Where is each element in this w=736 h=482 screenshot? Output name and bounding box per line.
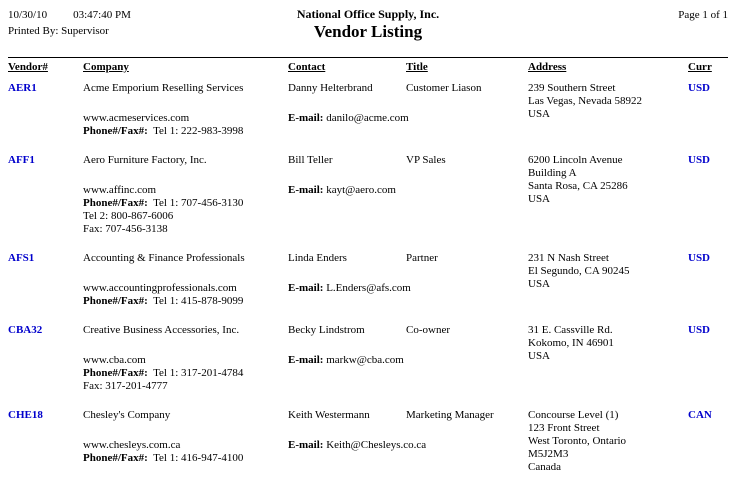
- header-divider: [8, 57, 728, 58]
- vendor-code-link[interactable]: CHE18: [8, 409, 43, 421]
- page-number: Page 1 of 1: [678, 9, 728, 21]
- address-line: USA: [528, 108, 551, 120]
- column-header-title: Title: [406, 61, 428, 73]
- column-header-curr: Curr: [688, 61, 712, 73]
- company-cell-name: Acme Emporium Reselling Services: [83, 82, 244, 94]
- company-website: www.acmeservices.com: [83, 112, 190, 124]
- address-line: 6200 Lincoln Avenue: [528, 154, 623, 166]
- currency-code[interactable]: USD: [688, 154, 711, 166]
- phone-value: Tel 1: 416-947-4100: [153, 452, 244, 464]
- phone-label: Phone#/Fax#:: [83, 197, 148, 209]
- page-title: Vendor Listing: [313, 22, 423, 41]
- table-header-row: [8, 61, 728, 74]
- address-line: West Toronto, Ontario: [528, 435, 627, 447]
- phone-label: Phone#/Fax#:: [83, 452, 148, 464]
- address-line: USA: [528, 193, 551, 205]
- address-line: Concourse Level (1): [528, 409, 619, 421]
- column-header-company: Company: [83, 61, 129, 73]
- table-row: [8, 252, 728, 308]
- address-line: 231 N Nash Street: [528, 252, 609, 264]
- address-line: Kokomo, IN 46901: [528, 337, 614, 349]
- vendor-title: Partner: [406, 252, 438, 264]
- email-value: markw@cba.com: [326, 354, 404, 366]
- phone-value: Fax: 707-456-3138: [83, 223, 168, 235]
- phone-label: Phone#/Fax#:: [83, 295, 148, 307]
- email-value: Keith@Chesleys.co.ca: [326, 439, 427, 451]
- vendor-title: Co-owner: [406, 324, 450, 336]
- table-row: [8, 409, 728, 474]
- vendor-title: Marketing Manager: [406, 409, 494, 421]
- phone-value: Tel 1: 415-878-9099: [153, 295, 244, 307]
- column-header-contact: Contact: [288, 61, 326, 73]
- address-line: M5J2M3: [528, 448, 569, 460]
- currency-code[interactable]: USD: [688, 252, 711, 264]
- vendor-code-link[interactable]: AFF1: [8, 154, 35, 166]
- email-value: danilo@acme.com: [326, 112, 409, 124]
- currency-code[interactable]: USD: [688, 82, 711, 94]
- currency-code[interactable]: USD: [688, 324, 711, 336]
- phone-value: Tel 1: 222-983-3998: [153, 125, 244, 137]
- email-label: E-mail:: [288, 354, 324, 366]
- address-line: Building A: [528, 167, 577, 179]
- company-website: www.accountingprofessionals.com: [83, 282, 237, 294]
- email-value: kayt@aero.com: [326, 184, 396, 196]
- address-line: Las Vegas, Nevada 58922: [528, 95, 643, 107]
- contact-name: Becky Lindstrom: [288, 324, 365, 336]
- address-line: 123 Front Street: [528, 422, 600, 434]
- address-line: Santa Rosa, CA 25286: [528, 180, 628, 192]
- email-label: E-mail:: [288, 184, 324, 196]
- contact-name: Danny Helterbrand: [288, 82, 373, 94]
- contact-name: Bill Teller: [288, 154, 333, 166]
- column-header-address: Address: [528, 61, 567, 73]
- vendor-code-link[interactable]: AFS1: [8, 252, 35, 264]
- printed-by: Printed By: Supervisor: [8, 25, 109, 37]
- phone-value: Tel 2: 800-867-6006: [83, 210, 174, 222]
- email-label: E-mail:: [288, 282, 324, 294]
- address-line: 239 Southern Street: [528, 82, 616, 94]
- company-cell-name: Accounting & Finance Professionals: [83, 252, 245, 264]
- phone-value: Tel 1: 317-201-4784: [153, 367, 244, 379]
- address-line: 31 E. Cassville Rd.: [528, 324, 613, 336]
- address-line: USA: [528, 278, 551, 290]
- address-line: Canada: [528, 461, 561, 473]
- company-website: www.cba.com: [83, 354, 146, 366]
- report-time: 03:47:40 PM: [73, 9, 131, 21]
- address-line: USA: [528, 350, 551, 362]
- phone-value: Tel 1: 707-456-3130: [153, 197, 244, 209]
- column-header-vendor: Vendor#: [8, 61, 48, 73]
- contact-name: Keith Westermann: [288, 409, 370, 421]
- company-name: National Office Supply, Inc.: [296, 7, 440, 21]
- currency-code[interactable]: CAN: [688, 409, 712, 421]
- company-cell-name: Chesley's Company: [83, 409, 171, 421]
- address-line: El Segundo, CA 90245: [528, 265, 630, 277]
- phone-label: Phone#/Fax#:: [83, 125, 148, 137]
- vendor-title: VP Sales: [406, 154, 446, 166]
- phone-label: Phone#/Fax#:: [83, 367, 148, 379]
- vendor-code-link[interactable]: CBA32: [8, 324, 43, 336]
- phone-value: Fax: 317-201-4777: [83, 380, 168, 392]
- table-row: [8, 324, 728, 393]
- table-row: [8, 154, 728, 236]
- report-date: 10/30/10: [8, 9, 48, 21]
- contact-name: Linda Enders: [288, 252, 347, 264]
- email-label: E-mail:: [288, 439, 324, 451]
- company-cell-name: Aero Furniture Factory, Inc.: [83, 154, 207, 166]
- report-header: [8, 8, 728, 43]
- company-cell-name: Creative Business Accessories, Inc.: [83, 324, 240, 336]
- vendor-code-link[interactable]: AER1: [8, 82, 37, 94]
- email-label: E-mail:: [288, 112, 324, 124]
- table-row: [8, 82, 728, 138]
- vendor-title: Customer Liason: [406, 82, 482, 94]
- email-value: L.Enders@afs.com: [326, 282, 411, 294]
- company-website: www.chesleys.com.ca: [83, 439, 181, 451]
- company-website: www.affinc.com: [83, 184, 157, 196]
